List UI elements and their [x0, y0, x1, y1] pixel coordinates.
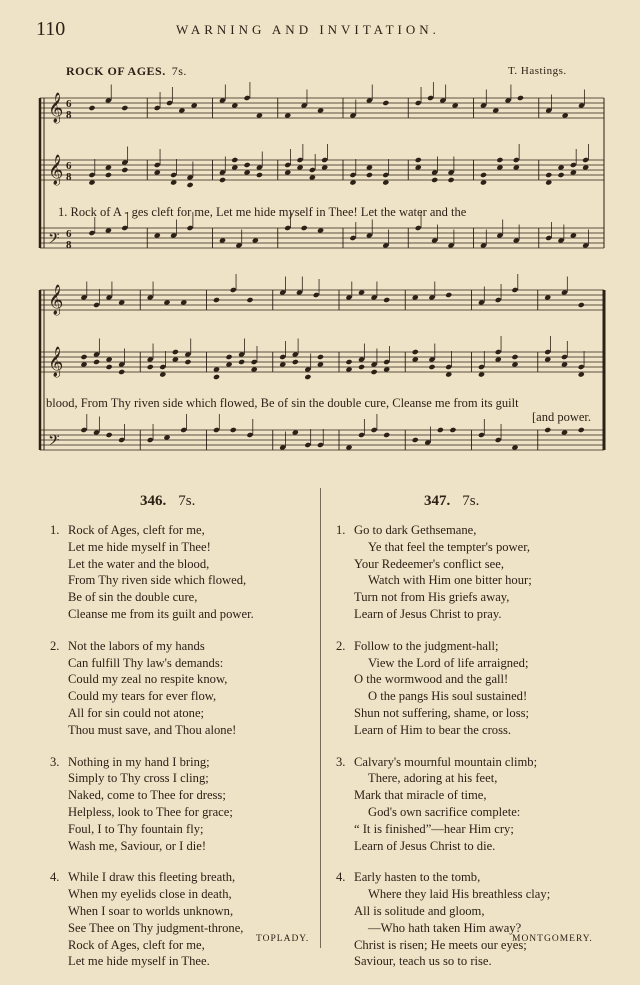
stanza-line: Let me hide myself in Thee! [68, 539, 211, 554]
note-head-icon [517, 95, 524, 101]
note-head-icon [366, 172, 373, 178]
stanza-line: Shun not suffering, shame, or loss; [354, 705, 530, 720]
stanza-line: Could my tears for ever flow, [68, 689, 217, 704]
time-signature-icon: 6 [66, 160, 72, 172]
note-head-icon [187, 182, 194, 188]
stanza-line: Be of sin the double cure, [68, 590, 198, 605]
note-head-icon [118, 369, 125, 375]
stanza-line: Your Redeemer's conflict see, [354, 556, 504, 571]
treble-clef-icon: 𝄞 [48, 155, 64, 185]
stanza-line: Nothing in my hand I bring; [68, 754, 210, 769]
note-head-icon [147, 364, 154, 370]
stanza-line: Learn of Him to bear the cross. [354, 722, 512, 737]
note-head-icon [80, 354, 87, 360]
stanza-line: Could my zeal no respite know, [68, 672, 228, 687]
stanza-line: All for sin could not atone; [68, 705, 205, 720]
stanza-line: Early hasten to the tomb, [354, 870, 481, 885]
hymn-347-stanza-1 [336, 522, 596, 623]
stanza-line: Cleanse me from its guilt and power. [68, 606, 254, 621]
stanza-number: 3. [336, 754, 346, 769]
note-head-icon [230, 427, 237, 433]
note-head-icon [431, 177, 438, 183]
note-head-icon [578, 427, 585, 433]
note-head-icon [412, 349, 419, 355]
stanza-line: Turn not from His griefs away, [354, 590, 510, 605]
note-head-icon [412, 437, 419, 443]
note-head-icon [480, 172, 487, 178]
music-lyric-line-3: [and power. [532, 410, 592, 424]
note-head-icon [358, 364, 365, 370]
note-head-icon [106, 364, 113, 370]
stanza-line: O the wormwood and the gall! [354, 672, 509, 687]
hymn-347-heading [424, 493, 479, 510]
stanza-line: Let the water and the blood, [68, 556, 210, 571]
note-head-icon [213, 297, 220, 303]
note-head-icon [428, 364, 435, 370]
stanza-line: When I soar to worlds unknown, [68, 903, 234, 918]
note-head-icon [371, 369, 378, 375]
hymn-346-number: 346. [140, 493, 167, 509]
stanza-line: Let me hide myself in Thee. [68, 954, 210, 969]
stanza-number: 4. [50, 870, 60, 885]
stanza-line: Can fulfill Thy law's demands: [68, 655, 224, 670]
time-signature-icon: 8 [66, 171, 72, 183]
note-head-icon [448, 177, 455, 183]
hymn-347-number: 347. [424, 493, 451, 509]
note-head-icon [292, 359, 299, 365]
note-head-icon [213, 374, 220, 380]
music-lyric-line-2: blood, From Thy riven side which flowed, Be of sin the double cure, Cleanse me from its guilt [46, 396, 519, 410]
note-head-icon [256, 172, 263, 178]
hymn-346-text [50, 522, 310, 985]
bass-clef-icon: 𝄢 [48, 432, 60, 453]
stanza-number: 1. [50, 523, 60, 537]
note-head-icon [578, 302, 585, 308]
time-signature-icon: 6 [66, 98, 72, 110]
stanza-line: While I draw this fleeting breath, [68, 870, 236, 885]
treble-clef-icon: 𝄞 [48, 93, 64, 123]
stanza-line: Rock of Ages, cleft for me, [68, 937, 205, 952]
stanza-line: View the Lord of life arraigned; [368, 655, 529, 670]
note-head-icon [415, 157, 422, 163]
stanza-number: 4. [336, 870, 346, 885]
tune-meter: 7s. [171, 64, 187, 78]
hymn-347-stanza-3 [336, 754, 596, 855]
hymn-346-stanza-3 [50, 754, 310, 855]
hymn-346-stanza-1 [50, 522, 310, 623]
running-title: WARNING AND INVITATION. [176, 22, 440, 37]
hymn-346-meter: 7s. [178, 493, 196, 509]
note-head-icon [449, 427, 456, 433]
time-signature-icon: 6 [66, 228, 72, 240]
note-head-icon [184, 359, 191, 365]
hymn-347-text [336, 522, 596, 985]
stanza-line: Follow to the judgment-hall; [354, 638, 499, 653]
stanza-line: Helpless, look to Thee for grace; [68, 804, 233, 819]
hymn-346-heading [140, 493, 195, 510]
note-head-icon [345, 359, 352, 365]
stanza-number: 2. [50, 638, 60, 653]
hymn-347-stanza-2 [336, 638, 596, 739]
stanza-line: Ye that feel the tempter's power, [368, 539, 531, 554]
stanza-line: Thou must save, and Thou alone! [68, 722, 237, 737]
stanza-line: Naked, come to Thee for dress; [68, 788, 226, 803]
treble-clef-icon: 𝄞 [48, 347, 64, 377]
stanza-line: From Thy riven side which flowed, [68, 573, 247, 588]
note-head-icon [225, 354, 232, 360]
note-head-icon [172, 349, 179, 355]
stanza-line: “ It is finished”—hear Him cry; [354, 821, 514, 836]
stanza-line: See Thee on Thy judgment-throne, [68, 920, 244, 935]
time-signature-icon: 8 [66, 109, 72, 121]
note-head-icon [301, 225, 308, 231]
note-head-icon [238, 359, 245, 365]
stanza-number: 2. [336, 638, 346, 653]
stanza-line: O the pangs His soul sustained! [368, 689, 528, 704]
stanza-number: 1. [336, 523, 346, 537]
note-head-icon [121, 167, 128, 173]
note-head-icon [244, 162, 251, 168]
note-head-icon [304, 374, 311, 380]
stanza-line: Saviour, teach us so to rise. [354, 954, 492, 969]
note-head-icon [445, 292, 452, 298]
stanza-line: Not the labors of my hands [68, 638, 205, 653]
stanza-line: Wash me, Saviour, or I die! [68, 838, 207, 853]
note-head-icon [219, 177, 226, 183]
hymn-347-meter: 7s. [462, 493, 480, 509]
stanza-line: God's own sacrifice complete: [368, 804, 521, 819]
stanza-line: Christ is risen; He meets our eyes; [354, 937, 527, 952]
stanza-line: There, adoring at his feet, [368, 771, 498, 786]
stanza-number: 3. [50, 754, 60, 769]
bass-clef-icon: 𝄢 [48, 230, 60, 251]
hymn-346-stanza-2 [50, 638, 310, 739]
note-head-icon [105, 172, 112, 178]
stanza-line: —Who hath taken Him away? [368, 920, 522, 935]
stanza-line: All is solitude and gloom, [354, 903, 485, 918]
stanza-line: Foul, I to Thy fountain fly; [68, 821, 204, 836]
stanza-line: Learn of Jesus Christ to die. [354, 838, 496, 853]
stanza-line: Mark that miracle of time, [354, 788, 487, 803]
hymn-347-stanza-4 [336, 869, 596, 970]
note-head-icon [317, 354, 324, 360]
stanza-line: When my eyelids close in death, [68, 887, 232, 902]
music-lyric-line-1: 1. Rock of A - ges cleft for me, Let me hide myself in Thee! Let the water and the [58, 205, 467, 219]
hymn-346-stanza-4 [50, 869, 310, 970]
stanza-line: Simply to Thy cross I cling; [68, 771, 209, 786]
note-head-icon [545, 172, 552, 178]
note-head-icon [511, 354, 518, 360]
treble-clef-icon: 𝄞 [48, 285, 64, 315]
note-head-icon [382, 100, 389, 106]
column-divider [320, 488, 321, 948]
note-head-icon [231, 157, 238, 163]
time-signature-icon: 8 [66, 239, 72, 251]
stanza-line: Where they laid His breathless clay; [368, 887, 551, 902]
note-head-icon [93, 359, 100, 365]
stanza-line: Calvary's mournful mountain climb; [354, 754, 538, 769]
note-head-icon [383, 297, 390, 303]
note-head-icon [246, 297, 253, 303]
note-head-icon [383, 432, 390, 438]
note-head-icon [544, 427, 551, 433]
page-number: 110 [36, 18, 66, 40]
stanza-line: Learn of Jesus Christ to pray. [354, 606, 502, 621]
tune-composer: T. Hastings. [508, 65, 567, 77]
note-head-icon [557, 172, 564, 178]
note-head-icon [88, 105, 95, 111]
note-head-icon [106, 432, 113, 438]
stanza-line: Rock of Ages, cleft for me, [68, 523, 205, 537]
hymn-346-author: TOPLADY. [256, 934, 310, 944]
note-head-icon [121, 105, 128, 111]
note-head-icon [437, 427, 444, 433]
hymn-347-author: MONTGOMERY. [512, 934, 593, 944]
stanza-line: Go to dark Gethsemane, [354, 523, 477, 537]
note-head-icon [496, 157, 503, 163]
stanza-line: Watch with Him one bitter hour; [368, 573, 532, 588]
tune-name: ROCK OF AGES. [66, 64, 166, 78]
